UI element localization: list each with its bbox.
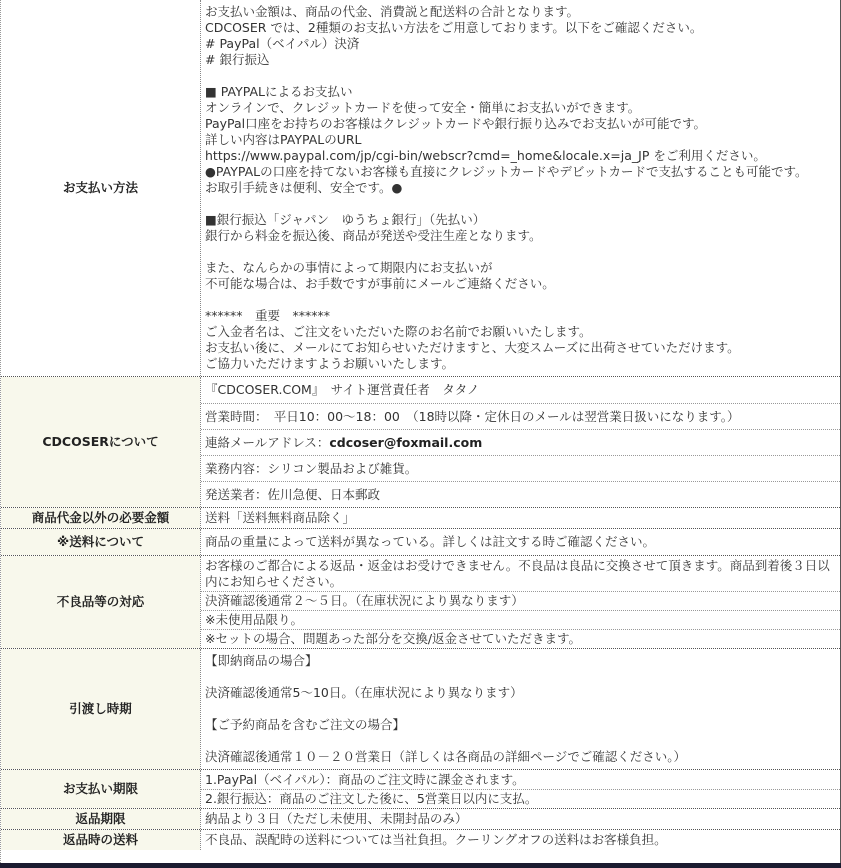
row-content-return-shipping [200, 830, 840, 850]
row-header-payment-method [1, 0, 200, 376]
text-line: 納品より３日（ただし未使用、未開封品のみ） [205, 811, 468, 826]
table-row-return-shipping [1, 830, 840, 850]
defective-unused-row: ※未使用品限り。 [201, 610, 840, 629]
shippers-row: 発送業者：佐川急便、日本郵政 [201, 481, 840, 507]
contact-row [201, 429, 840, 455]
blank-line [205, 244, 838, 260]
important-marker-line: ****** 重要 ****** [205, 308, 331, 323]
text-line: ご協力いただけますようお願いいたします。 [205, 356, 455, 371]
paypal-deadline-row: 1.PayPal（ベイパル）：商品のご注文時に課金されます。 [205, 771, 525, 787]
table-row-about [1, 377, 840, 508]
row-header-about [1, 377, 200, 507]
text-line: # 銀行振込 [205, 52, 270, 67]
text-line: 決済確認後通常5～10日。（在庫状況により異なります） [205, 685, 523, 700]
blank-line [205, 701, 838, 717]
contact-label: 連絡メールアドレス： [205, 434, 330, 450]
defective-set-row: ※セットの場合、問題あった部分を交換/返金させていただきます。 [201, 629, 840, 648]
text-line: 【即納商品の場合】 [205, 653, 318, 668]
text-line: 【ご予約商品を含むご注文の場合】 [205, 717, 406, 732]
row-header-label: 商品代金以外の必要金額 [31, 510, 170, 525]
text-line: ご入金者名は、ご注文をいただいた際のお名前でお願いいたします。 [205, 324, 592, 339]
defective-timing-row: 決済確認後通常２～５日。（在庫状況により異なります） [201, 591, 840, 610]
text-line: お取引手続きは便利、安全です。● [205, 180, 403, 195]
text-line: 銀行から料金を振込後、商品が発送や受注生産となります。 [205, 228, 542, 243]
text-line: ●PAYPALの口座を持てないお客様も直接にクレジットカードやデビットカードで支払することも可能です。 [205, 164, 808, 179]
text-line: ■銀行振込「ジャパン ゆうちょ銀行」（先払い） [205, 212, 486, 227]
text-line: 商品の重量によって送料が異なっている。詳しくは註文する時ご確認ください。 [205, 534, 656, 549]
row-content-about [200, 377, 840, 507]
text-line: 詳しい内容はPAYPALのURL [205, 132, 362, 147]
blank-line [205, 68, 838, 84]
row-header-defective [1, 556, 200, 648]
row-header-extra-fees [1, 508, 200, 528]
row-header-label: お支払い期限 [62, 781, 138, 796]
business-content-row: 業務内容：シリコン製品および雑貨。 [201, 455, 840, 481]
row-header-payment-deadline [1, 770, 200, 808]
bank-deadline-row: 2.銀行振込：商品のご注文した後に、5営業日以内に支払。 [201, 789, 840, 808]
row-header-label: ※送料について [57, 534, 144, 549]
text-line: # PayPal（ベイパル）決済 [205, 36, 360, 51]
table-row-delivery [1, 649, 840, 770]
business-hours-row: 営業時間： 平日10：00～18：00 （18時以降・定休日のメールは翌営業日扱いになります。） [201, 403, 840, 429]
row-header-label: 返品期限 [75, 811, 126, 826]
row-content-defective [200, 556, 840, 648]
paypal-url-line: https://www.paypal.com/jp/cgi-bin/webscr?cmd=_home&locale.x=ja_JP をご利用ください。 [205, 148, 766, 163]
row-header-delivery [1, 649, 200, 769]
row-header-label: CDCOSERについて [42, 434, 159, 449]
text-line: CDCOSER では、2種類のお支払い方法をご用意しております。以下をご確認ください。 [205, 20, 703, 35]
row-header-return-shipping [1, 830, 200, 850]
row-header-return-deadline [1, 809, 200, 829]
text-line: PayPal口座をお持ちのお客様はクレジットカードや銀行振り込みでお支払いが可能です。 [205, 116, 706, 131]
text-line: お支払い金額は、商品の代金、消費説と配送料の合計となります。 [205, 4, 580, 19]
table-row-payment-deadline [1, 770, 840, 809]
table-row-defective [1, 556, 840, 649]
text-line: お支払い後に、メールにてお知らせいただけますと、大変スムーズに出荷させていただけます。 [205, 340, 740, 355]
text-line: オンラインで、クレジットカードを使って安全・簡単にお支払いができます。 [205, 100, 641, 115]
row-content-delivery [200, 649, 840, 769]
contact-email: cdcoser@foxmail.com [329, 434, 483, 450]
row-header-label: 返品時の送料 [62, 832, 138, 847]
defective-policy-row: お客様のご都合による返品・返金はお受けできません。不良品は良品に交換させて頂きます。商品到着後３日以内にお知らせください。 [205, 557, 830, 589]
row-content-return-deadline [200, 809, 840, 829]
text-line: 送料「送料無料商品除く」 [205, 510, 356, 525]
row-content-payment-deadline [200, 770, 840, 808]
table-row-extra-fees [1, 508, 840, 529]
text-line: 不良品、誤配時の送料については当社負担。クーリングオフの送料はお客様負担。 [205, 832, 667, 847]
row-header-label: 引渡し時期 [69, 701, 132, 716]
footer-bar [0, 863, 841, 868]
blank-line [205, 669, 838, 685]
text-line: ■ PAYPALによるお支払い [205, 84, 353, 99]
site-owner-row: 『CDCOSER.COM』 サイト運営責任者 タタノ [205, 382, 480, 397]
blank-line [205, 733, 838, 749]
row-header-shipping-note [1, 529, 200, 555]
blank-line [205, 292, 838, 308]
table-row-shipping-note [1, 529, 840, 556]
blank-line [205, 196, 838, 212]
row-header-label: 不良品等の対応 [56, 594, 145, 609]
text-line: また、なんらかの事情によって期限内にお支払いが [205, 260, 493, 275]
table-row-return-deadline [1, 809, 840, 830]
row-content-payment-method [200, 0, 840, 376]
row-content-extra-fees [200, 508, 840, 528]
row-content-shipping-note [200, 529, 840, 555]
row-header-label: お支払い方法 [62, 180, 138, 195]
text-line: 不可能な場合は、お手数ですが事前にメールご連絡ください。 [205, 276, 555, 291]
text-line: 決済確認後通常１０－２０営業日（詳しくは各商品の詳細ページでご確認ください。） [205, 749, 687, 764]
table-row-payment-method [1, 0, 840, 377]
